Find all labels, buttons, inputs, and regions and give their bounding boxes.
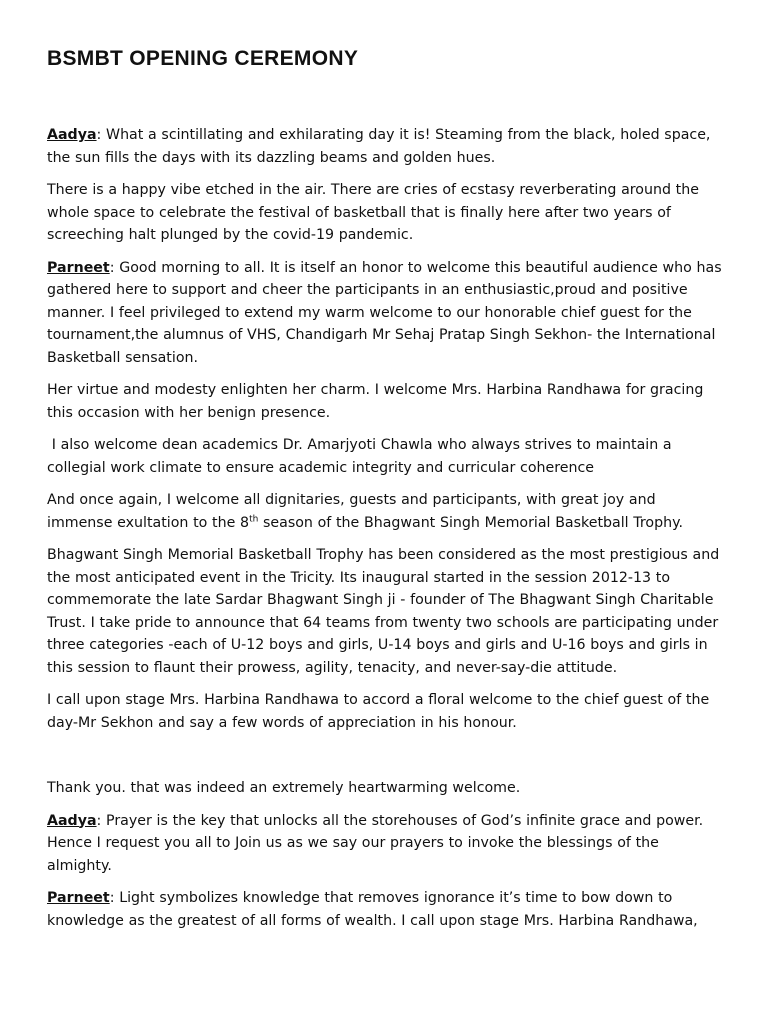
paragraph-5: [47, 434, 724, 479]
paragraph-10: [47, 810, 724, 878]
paragraph-text: I call upon stage Mrs. Harbina Randhawa to accord a floral welcome to the chief guest of the day-Mr Sekhon and say a few words of appreciation in his honour.: [47, 692, 710, 731]
paragraph-11: [47, 887, 724, 932]
paragraph-2: [47, 179, 724, 247]
paragraph-text: Her virtue and modesty enlighten her charm. I welcome Mrs. Harbina Randhawa for gracing this occasion with her benign presence.: [47, 382, 704, 421]
paragraph-text: Bhagwant Singh Memorial Basketball Trophy has been considered as the most prestigious and the most anticipated event in the Tricity. Its inaugural started in the session 2012-13 to commemorate the late Sardar Bhagwant Singh ji - founder of The Bhagwant Singh Charitable Trust. I take pride to announce that 64 teams from twenty two schools are participating under three categories -each of U-12 boys and girls, U-14 boys and girls and U-16 boys and girls in this session to flaunt their prowess, agility, tenacity, and never-say-die attitude.: [47, 547, 720, 676]
paragraph-text: There is a happy vibe etched in the air. There are cries of ecstasy reverberating around the whole space to celebrate the festival of basketball that is finally here after two years of screeching halt plunged by the covid-19 pandemic.: [47, 182, 699, 243]
speaker-name: Aadya: [47, 127, 97, 143]
paragraph-text: : Light symbolizes knowledge that removes ignorance it’s time to bow down to knowledge as the greatest of all forms of wealth. I call upon stage Mrs. Harbina Randhawa,: [47, 890, 698, 929]
speaker-name: Parneet: [47, 890, 110, 906]
speaker-name: Aadya: [47, 812, 97, 829]
blank-space: [47, 744, 724, 777]
paragraph-7: [47, 544, 724, 679]
paragraph-3: [47, 257, 724, 370]
paragraph-text: season of the Bhagwant Singh Memorial Basketball Trophy.: [258, 514, 683, 531]
speaker-name: Parneet: [47, 259, 110, 276]
paragraph-text: : Good morning to all. It is itself an honor to welcome this beautiful audience who has gathered here to support and cheer the participants in an enthusiastic,proud and positive manner. I feel privileged to extend my warm welcome to our honorable chief guest for the tournament,the alumnus of VHS, Chandigarh Mr Sehaj Pratap Singh Sekhon- the International Basketball sensation.: [47, 259, 722, 366]
paragraph-text: Thank you. that was indeed an extremely heartwarming welcome.: [47, 780, 521, 796]
paragraph-text: I also welcome dean academics Dr. Amarjyoti Chawla who always strives to maintain a collegial work climate to ensure academic integrity and curricular coherence: [47, 437, 677, 476]
paragraph-text: And once again, I welcome all dignitaries, guests and participants, with great joy and immense exultation to the 8: [47, 492, 656, 531]
paragraph-1: [47, 124, 724, 169]
paragraph-8: [47, 689, 724, 734]
paragraph-text: : What a scintillating and exhilarating day it is! Steaming from the black, holed space, the sun fills the days with its dazzling beams and golden hues.: [47, 127, 711, 166]
paragraph-text: : Prayer is the key that unlocks all the storehouses of God’s infinite grace and power. Hence I request you all to Join us as we say our prayers to invoke the blessings of the almighty.: [47, 812, 704, 874]
paragraph-6: [47, 489, 724, 534]
paragraph-4: [47, 379, 724, 424]
ordinal-suffix: th: [249, 513, 259, 524]
paragraph-9: [47, 777, 724, 800]
page-title: BSMBT OPENING CEREMONY: [47, 47, 359, 70]
